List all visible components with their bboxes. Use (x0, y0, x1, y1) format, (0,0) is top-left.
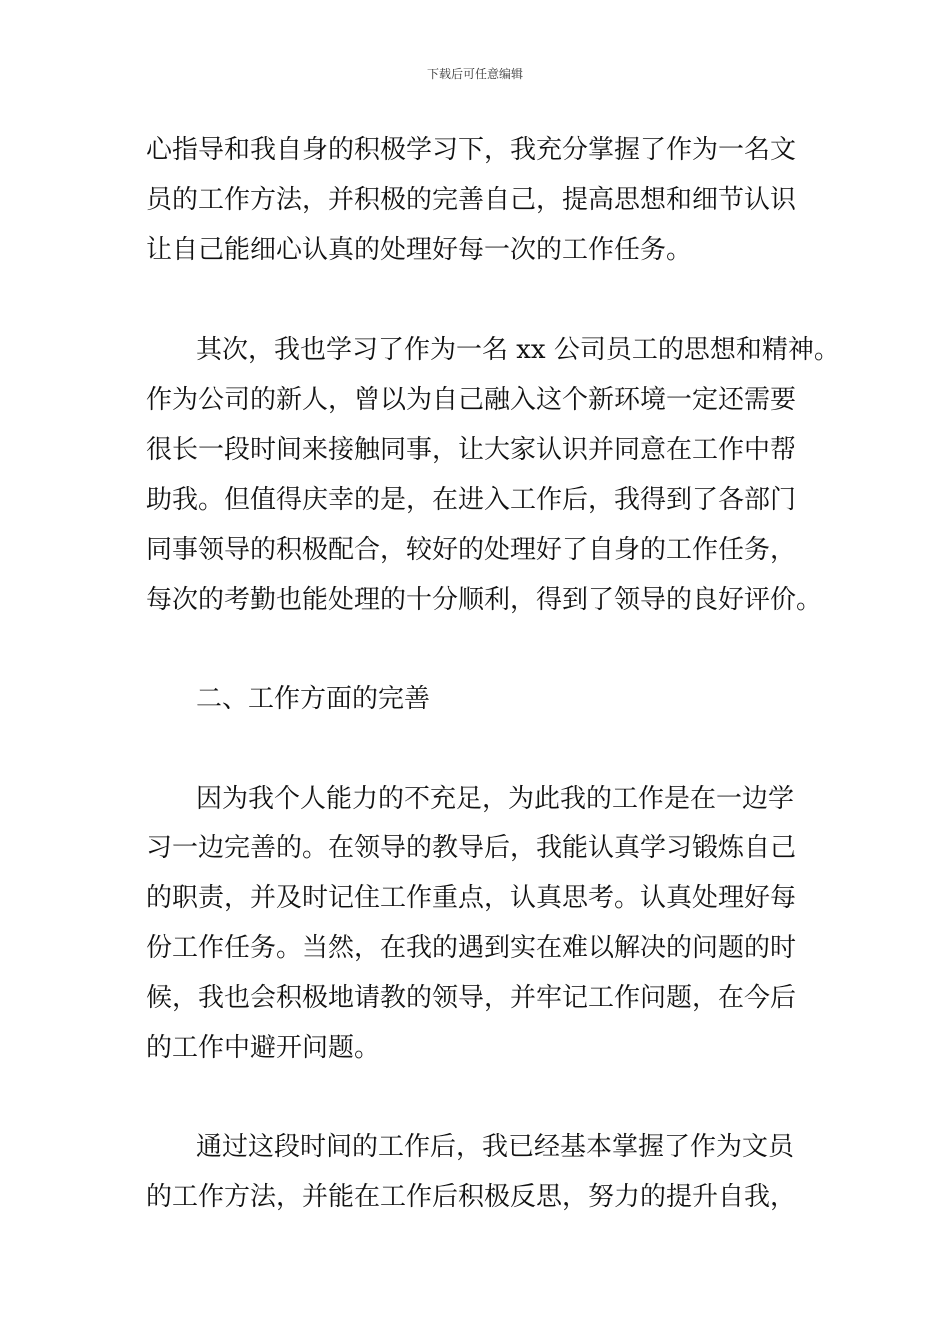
paragraph-line: 助我。但值得庆幸的是，在进入工作后，我得到了各部门 (146, 485, 797, 515)
paragraph-line: 同事领导的积极配合，较好的处理好了自身的工作任务， (146, 535, 797, 565)
paragraph-line: 让自己能细心认真的处理好每一次的工作任务。 (146, 235, 693, 265)
paragraph-line: 的工作方法，并能在工作后积极反思，努力的提升自我， (146, 1182, 797, 1212)
section-heading: 二、工作方面的完善 (196, 684, 431, 714)
paragraph-line: 候，我也会积极地请教的领导，并牢记工作问题，在今后 (146, 983, 797, 1013)
paragraph-line: 每次的考勤也能处理的十分顺利，得到了领导的良好评价。 (146, 585, 823, 615)
paragraph-line: 通过这段时间的工作后，我已经基本掌握了作为文员 (196, 1132, 795, 1162)
paragraph-line: 份工作任务。当然，在我的遇到实在难以解决的问题的时 (146, 933, 797, 963)
paragraph-line: 其次，我也学习了作为一名 xx 公司员工的思想和精神。 (196, 335, 840, 365)
page-header: 下载后可任意编辑 (426, 67, 523, 81)
paragraph-line: 的工作中避开问题。 (146, 1033, 381, 1063)
paragraph-line: 作为公司的新人，曾以为自己融入这个新环境一定还需要 (146, 385, 797, 415)
paragraph-line: 很长一段时间来接触同事，让大家认识并同意在工作中帮 (146, 435, 797, 465)
paragraph-line: 的职责，并及时记住工作重点，认真思考。认真处理好每 (146, 883, 797, 913)
paragraph-line: 习一边完善的。在领导的教导后，我能认真学习锻炼自己 (146, 833, 797, 863)
paragraph-line: 心指导和我自身的积极学习下，我充分掌握了作为一名文 (146, 135, 797, 165)
paragraph-line: 员的工作方法，并积极的完善自己，提高思想和细节认识 (146, 185, 797, 215)
paragraph-line: 因为我个人能力的不充足，为此我的工作是在一边学 (196, 784, 795, 814)
